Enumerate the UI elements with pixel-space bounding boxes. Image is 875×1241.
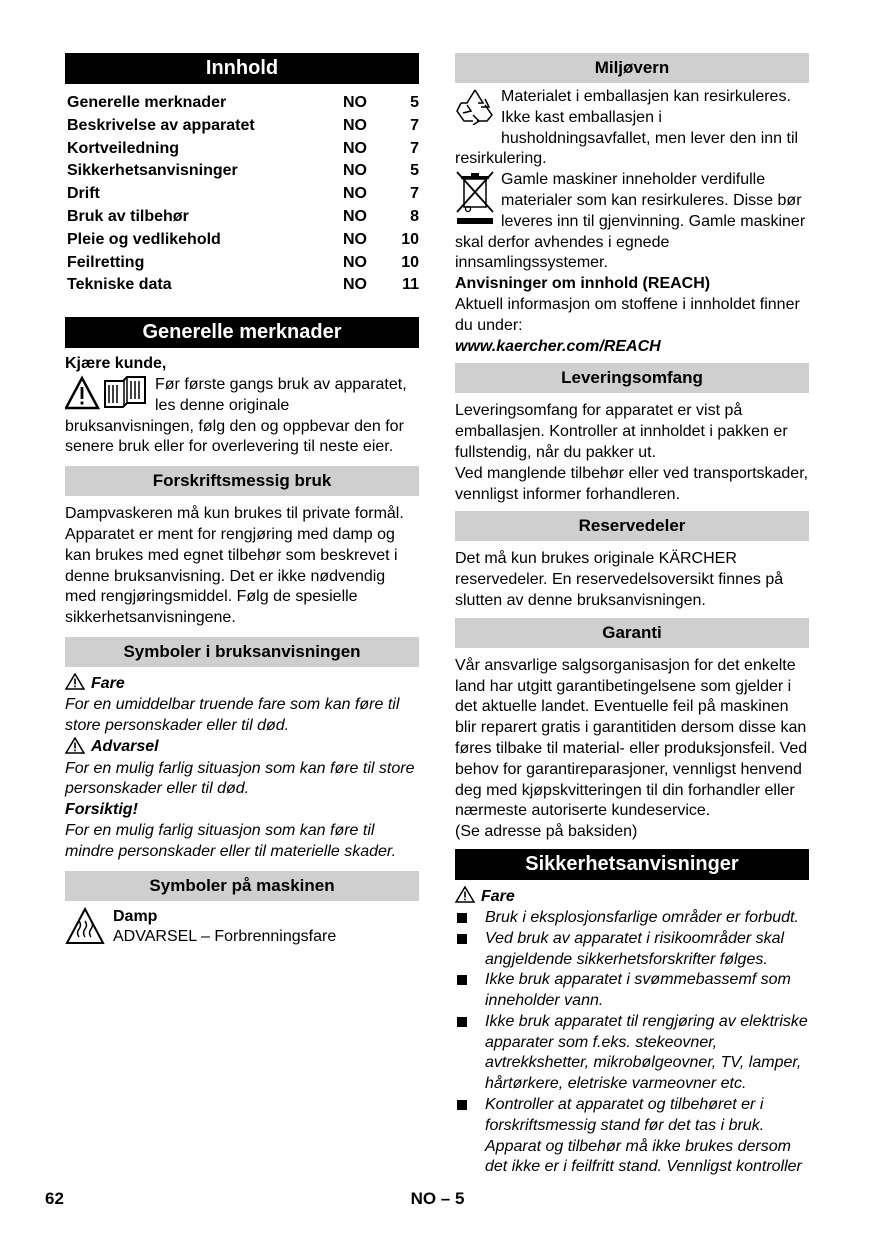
- general-heading: Generelle merknader: [65, 317, 419, 348]
- toc-entry-title: Bruk av tilbehør: [67, 207, 189, 225]
- crossed-bin-icon: [455, 170, 495, 231]
- warning-triangle-icon: [65, 737, 85, 759]
- damp-label: Damp: [113, 907, 158, 925]
- weee-text: Gamle maskiner inneholder verdifulle materialer som kan resirkuleres. Disse bør leveres inn til gjenvinning. Gamle maskiner skal derfor avhendes i egnede innsamlingssystemer.: [455, 171, 806, 272]
- safety-list-item: Bruk i eksplosjonsfarlige områder er forbudt.: [455, 908, 809, 929]
- environment-heading: Miljøvern: [455, 53, 809, 83]
- toc-row[interactable]: [65, 252, 419, 275]
- warranty-address: (Se adresse på baksiden): [455, 823, 638, 841]
- toc-entry-page: 5: [410, 94, 419, 111]
- fare-label: Fare: [91, 674, 125, 692]
- toc-entry-language: NO: [343, 94, 367, 111]
- intended-use-text: Dampvaskeren må kun brukes til private formål. Apparatet er ment for rengjøring med damp og kan brukes med egnet tilbehør som beskrevet i denne bruksanvisning. Det er ikke nødvendig med rengjøringsmiddel. Følg de spesielle sikkerhetsanvisningene.: [65, 505, 404, 627]
- toc-entry-page: 7: [410, 139, 419, 157]
- toc-heading: Innhold: [65, 53, 419, 84]
- toc-entry-page: 7: [410, 185, 419, 203]
- toc-entry-language: NO: [343, 276, 367, 294]
- toc-entry-title: Sikkerhetsanvisninger: [67, 162, 238, 180]
- toc-entry-language: NO: [343, 162, 367, 180]
- toc-row[interactable]: [65, 138, 419, 161]
- toc-entry-title: Generelle merknader: [67, 94, 227, 111]
- toc-entry-title: Drift: [67, 185, 100, 203]
- toc-row[interactable]: [65, 92, 419, 115]
- toc-entry-language: NO: [343, 185, 367, 203]
- toc-entry-title: Pleie og vedlikehold: [67, 230, 221, 248]
- safety-list-item: Ikke bruk apparatet i svømmebassemf som inneholder vann.: [455, 970, 809, 1012]
- safety-heading: Sikkerhetsanvisninger: [455, 849, 809, 880]
- forsiktig-text: For en mulig farlig situasjon som kan føre til mindre personskader eller til materielle skader.: [65, 821, 397, 860]
- safety-fare-label: Fare: [481, 887, 515, 905]
- toc-entry-title: Tekniske data: [67, 276, 172, 294]
- toc-entry-page: 8: [410, 207, 419, 225]
- symbols-machine-heading: Symboler på maskinen: [65, 871, 419, 901]
- toc-row[interactable]: [65, 115, 419, 138]
- symbols-manual-heading: Symboler i bruksanvisningen: [65, 637, 419, 667]
- safety-list-item: Ikke bruk apparatet til rengjøring av elektriske apparater som f.eks. stekeovner, avtrekkshetter, mikrobølgeovner, TV, lamper, hårtørkere, eletriske varmeovner etc.: [455, 1012, 809, 1095]
- reach-heading: Anvisninger om innhold (REACH): [455, 275, 711, 293]
- safety-list-item: Ved bruk av apparatet i risikoområder skal angjeldende sikkerhetsforskrifter følges.: [455, 929, 809, 971]
- toc-entry-language: NO: [343, 116, 367, 134]
- toc-entry-language: NO: [343, 139, 367, 157]
- toc-row[interactable]: [65, 274, 419, 297]
- safety-list: [455, 908, 809, 1178]
- toc-entry-title: Kortveiledning: [67, 139, 180, 157]
- general-text: Før første gangs bruk av apparatet, les denne originale bruksanvisningen, følg den og oppbevar den for senere bruk eller for overlevering til neste eier.: [65, 375, 407, 456]
- reach-text: Aktuell informasjon om stoffene i innholdet finner du under:: [455, 295, 800, 334]
- toc-row[interactable]: [65, 229, 419, 252]
- fare-text: For en umiddelbar truende fare som kan føre til store personskader eller til død.: [65, 695, 400, 734]
- right-column: [455, 53, 809, 1178]
- toc-entry-page: 11: [402, 276, 419, 294]
- steam-hazard-icon: [65, 907, 105, 950]
- advarsel-text: For en mulig farlig situasjon som kan føre til store personskader eller til død.: [65, 759, 415, 798]
- toc-row[interactable]: [65, 160, 419, 183]
- warning-triangle-icon: [455, 886, 475, 908]
- warranty-heading: Garanti: [455, 618, 809, 648]
- warning-triangle-icon: [65, 673, 85, 695]
- toc-entry-language: NO: [343, 230, 367, 248]
- toc-entry-language: NO: [343, 253, 367, 271]
- greeting: Kjære kunde,: [65, 355, 167, 373]
- page-number: 62: [45, 1189, 64, 1208]
- toc-row[interactable]: [65, 183, 419, 206]
- recycle-icon: [455, 87, 495, 130]
- reach-link[interactable]: www.kaercher.com/REACH: [455, 337, 661, 355]
- toc-entry-language: NO: [343, 207, 367, 225]
- advarsel-label: Advarsel: [91, 738, 159, 756]
- toc-entry-page: 7: [410, 116, 419, 134]
- recycle-text: Materialet i emballasjen kan resirkuleres. Ikke kast emballasjen i husholdningsavfallet, men lever den inn til resirkulering.: [455, 88, 799, 168]
- toc-entry-page: 10: [401, 230, 419, 248]
- toc-entry-title: Feilretting: [67, 253, 145, 271]
- intended-use-heading: Forskriftsmessig bruk: [65, 466, 419, 496]
- toc-entry-page: 10: [401, 253, 419, 271]
- section-page-number: NO – 5: [410, 1189, 465, 1208]
- left-column: [65, 53, 419, 950]
- spare-parts-heading: Reservedeler: [455, 511, 809, 541]
- safety-list-item: Kontroller at apparatet og tilbehøret er i forskriftsmessig stand før det tas i bruk. Apparat og tilbehør må ikke brukes dersom det ikke er i feilfritt stand. Vennligst kontroller: [455, 1095, 809, 1178]
- table-of-contents: [65, 92, 419, 297]
- toc-row[interactable]: [65, 206, 419, 229]
- warranty-text: Vår ansvarlige salgsorganisasjon for det enkelte land har utgitt garantibetingelsene som gjelder i det aktuelle landet. Eventuelle feil på maskinen blir reparert gratis i garantitiden dersom disse kan føres tilbake til material- eller produksjonsfeil. Ved behov for garantireparasjoner, vennligst henvend deg med kjøpskvitteringen til din forhandler eller nærmeste autoriserte kundeservice.: [455, 656, 808, 820]
- toc-entry-page: 5: [410, 162, 419, 180]
- delivery-text-2: Ved manglende tilbehør eller ved transportskader, vennligst informer forhandleren.: [455, 464, 809, 503]
- warning-read-manual-icon: [65, 375, 149, 416]
- forsiktig-label: Forsiktig!: [65, 801, 138, 819]
- delivery-heading: Leveringsomfang: [455, 363, 809, 393]
- toc-entry-title: Beskrivelse av apparatet: [67, 116, 255, 134]
- damp-text: ADVARSEL – Forbrenningsfare: [113, 928, 337, 946]
- spare-parts-text: Det må kun brukes originale KÄRCHER reservedeler. En reservedelsoversikt finnes på slutten av denne bruksanvisningen.: [455, 550, 784, 609]
- delivery-text-1: Leveringsomfang for apparatet er vist på emballasjen. Kontroller at innholdet i pakken er fullstendig, når du pakker ut.: [455, 402, 788, 461]
